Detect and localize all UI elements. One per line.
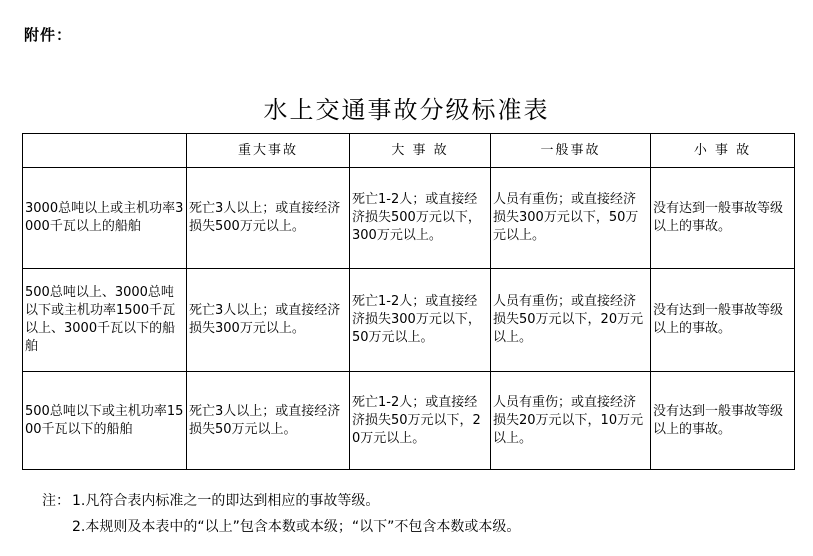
major-accident-cell: 死亡3人以上；或直接经济损失300万元以上。 [187, 269, 350, 372]
general-accident-cell: 人员有重伤；或直接经济损失20万元以下，10万元以上。 [491, 372, 651, 470]
major-accident-cell: 死亡3人以上；或直接经济损失50万元以上。 [187, 372, 350, 470]
note-line-1 [42, 488, 520, 514]
major-accident-cell: 死亡3人以上；或直接经济损失500万元以上。 [187, 168, 350, 269]
table-row [23, 269, 795, 372]
large-accident-cell: 死亡1-2人；或直接经济损失500万元以下，300万元以上。 [350, 168, 491, 269]
general-accident-cell: 人员有重伤；或直接经济损失50万元以下，20万元以上。 [491, 269, 651, 372]
table-header-row [23, 134, 795, 168]
table-row [23, 372, 795, 470]
notes [42, 488, 520, 540]
attachment-label: 附件： [24, 26, 73, 44]
vessel-category-cell: 500总吨以下或主机功率1500千瓦以下的船舶 [23, 372, 187, 470]
minor-accident-cell: 没有达到一般事故等级以上的事故。 [651, 269, 795, 372]
vessel-category-cell: 500总吨以上、3000总吨以下或主机功率1500千瓦以上、3000千瓦以下的船舶 [23, 269, 187, 372]
general-accident-cell: 人员有重伤；或直接经济损失300万元以下，50万元以上。 [491, 168, 651, 269]
header-large-accident: 大 事 故 [350, 134, 491, 168]
accident-grade-table [22, 133, 795, 470]
page-title: 水上交通事故分级标准表 [263, 96, 550, 124]
note-item: 1.凡符合表内标准之一的即达到相应的事故等级。 [72, 493, 380, 509]
table-row [23, 168, 795, 269]
notes-label: 注： [42, 493, 70, 509]
large-accident-cell: 死亡1-2人；或直接经济损失50万元以下，20万元以上。 [350, 372, 491, 470]
note-line-2 [42, 514, 520, 540]
header-minor-accident: 小 事 故 [651, 134, 795, 168]
minor-accident-cell: 没有达到一般事故等级以上的事故。 [651, 168, 795, 269]
header-major-accident: 重大事故 [187, 134, 350, 168]
note-item: 2.本规则及本表中的“以上”包含本数或本级；“以下”不包含本数或本级。 [72, 519, 521, 535]
header-blank [23, 134, 187, 168]
minor-accident-cell: 没有达到一般事故等级以上的事故。 [651, 372, 795, 470]
large-accident-cell: 死亡1-2人；或直接经济损失300万元以下，50万元以上。 [350, 269, 491, 372]
header-general-accident: 一般事故 [491, 134, 651, 168]
vessel-category-cell: 3000总吨以上或主机功率3000千瓦以上的船舶 [23, 168, 187, 269]
